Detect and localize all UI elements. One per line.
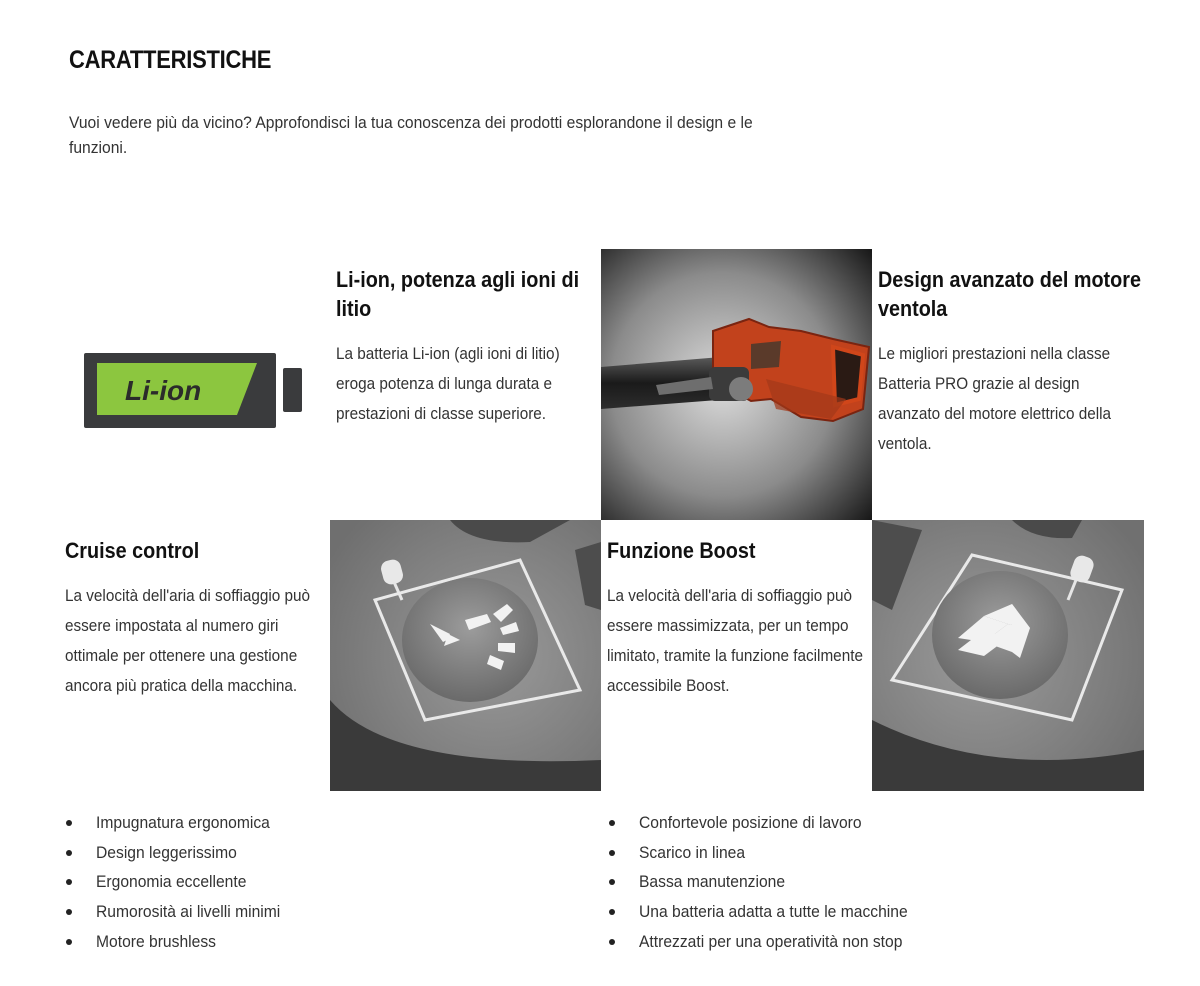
feature-description: La velocità dell'aria di soffiaggio può essere massimizzata, per un tempo limitato, tramite la funzione facilmente accessibile Boost. <box>607 586 863 695</box>
page-title: CARATTERISTICHE <box>69 46 272 74</box>
bullet-icon <box>66 909 72 915</box>
bullet-icon <box>66 879 72 885</box>
feature-motor <box>872 249 1144 520</box>
bullet-icon <box>609 879 615 885</box>
bullet-icon <box>66 850 72 856</box>
bullet-icon <box>609 850 615 856</box>
list-item: Una batteria adatta a tutte le macchine <box>602 897 1145 927</box>
feature-description: La batteria Li-ion (agli ioni di litio) eroga potenza di lunga durata e prestazioni di classe superiore. <box>336 344 560 423</box>
bullet-icon <box>66 820 72 826</box>
bullet-icon <box>609 909 615 915</box>
feature-description: Le migliori prestazioni nella classe Batteria PRO grazie al design avanzato del motore elettrico della ventola. <box>878 344 1112 453</box>
feature-lists <box>59 808 1144 957</box>
feature-title: Li-ion, potenza agli ioni di litio <box>336 267 580 321</box>
feature-list-left <box>59 808 602 957</box>
battery-image-cell <box>59 249 330 520</box>
list-item: Confortevole posizione di lavoro <box>602 808 1145 838</box>
feature-grid <box>59 249 1144 791</box>
bullet-icon <box>609 820 615 826</box>
bullet-icon <box>66 939 72 945</box>
feature-liion <box>330 249 601 520</box>
feature-title: Design avanzato del motore ventola <box>878 267 1141 321</box>
feature-list-right <box>602 808 1145 957</box>
feature-boost <box>601 520 872 791</box>
list-item: Motore brushless <box>59 927 602 957</box>
list-item: Impugnatura ergonomica <box>59 808 602 838</box>
blower-motor-image <box>601 249 872 520</box>
feature-description: La velocità dell'aria di soffiaggio può essere impostata al numero giri ottimale per ottenere una gestione ancora più pratica della macchina. <box>65 586 311 695</box>
list-item: Ergonomia eccellente <box>59 867 602 897</box>
battery-label: Li-ion <box>125 375 202 406</box>
boost-button-image <box>872 520 1144 791</box>
feature-title: Cruise control <box>65 538 200 563</box>
list-item: Bassa manutenzione <box>602 867 1145 897</box>
feature-title: Funzione Boost <box>607 538 756 563</box>
battery-liion-icon <box>59 249 330 520</box>
intro-text: Vuoi vedere più da vicino? Approfondisci la tua conoscenza dei prodotti esplorandone il design e le funzioni. <box>69 113 753 157</box>
list-item: Scarico in linea <box>602 838 1145 868</box>
list-item: Attrezzati per una operatività non stop <box>602 927 1145 957</box>
list-item: Rumorosità ai livelli minimi <box>59 897 602 927</box>
list-item: Design leggerissimo <box>59 838 602 868</box>
cruise-control-image <box>330 520 601 791</box>
bullet-icon <box>609 939 615 945</box>
feature-cruise <box>59 520 330 791</box>
